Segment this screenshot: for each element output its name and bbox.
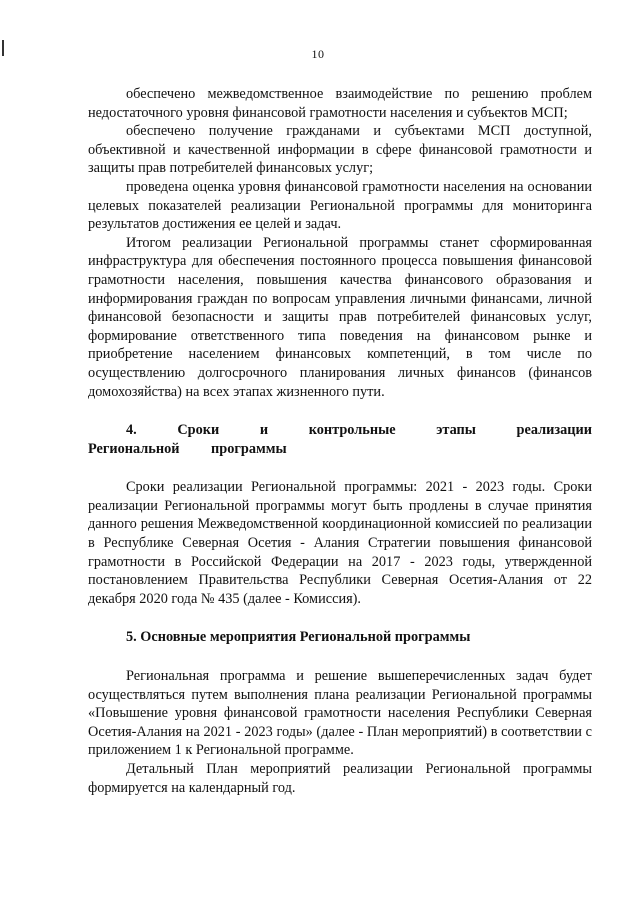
paragraph-intro-2: обеспечено получение гражданами и субъектами МСП доступной, объективной и качественной информации в сфере финансовой грамотности и защиты прав потребителей финансовых услуг; xyxy=(88,123,592,177)
paragraph-intro-4: Итогом реализации Региональной программы станет сформированная инфраструктура для обеспечения постоянного процесса повышения финансовой грамотности населения, повышения качества финансового образования и информирования граждан по вопросам управления личными финансами, личной финансовой безопасности и защиты прав потребителей финансовых услуг, формирование ответственного типа поведения на финансовом рынке и приобретение населением финансовых компетенций, в том числе по осуществлению долгосрочного планирования личных финансов (финансов домохозяйства) на всех этапах жизненного пути. xyxy=(88,234,592,400)
document-body xyxy=(88,85,592,797)
section-5-heading: 5. Основные мероприятия Региональной программы xyxy=(126,629,471,646)
paragraph-section-4-1: Сроки реализации Региональной программы: 2021 - 2023 годы. Сроки реализации Региональной программы могут быть продлены в случае принятия данного решения Межведомственной координационной комиссией по реализации в Республике Северная Осетия - Алания Стратегии повышения финансовой грамотности в Российской Федерации на 2017 - 2023 годы, утвержденной постановлением Правительства Республики Северная Осетия-Алания от 22 декабря 2020 года № 435 (далее - Комиссия). xyxy=(88,479,592,607)
page-number: 10 xyxy=(311,47,325,61)
paragraph-section-5-1: Региональная программа и решение вышеперечисленных задач будет осуществляться путем выполнения плана реализации Региональной программы «Повышение уровня финансовой грамотности населения Республики Северная Осетия-Алания на 2021 - 2023 годы» (далее - План мероприятий) в соответствии с приложением 1 к Региональной программе. xyxy=(88,668,592,759)
paragraph-intro-1: обеспечено межведомственное взаимодействие по решению проблем недостаточного уровня финансовой грамотности населения и субъектов МСП; xyxy=(88,86,592,121)
paragraph-intro-3: проведена оценка уровня финансовой грамотности населения на основании целевых показателей реализации Региональной программы для мониторинга результатов достижения ее целей и задач. xyxy=(88,178,592,233)
paragraph-section-5-2: Детальный План мероприятий реализации Региональной программы формируется на календарный год. xyxy=(88,761,592,796)
section-4-heading: 4. Сроки и контрольные этапы реализации Региональной программы xyxy=(88,422,592,457)
